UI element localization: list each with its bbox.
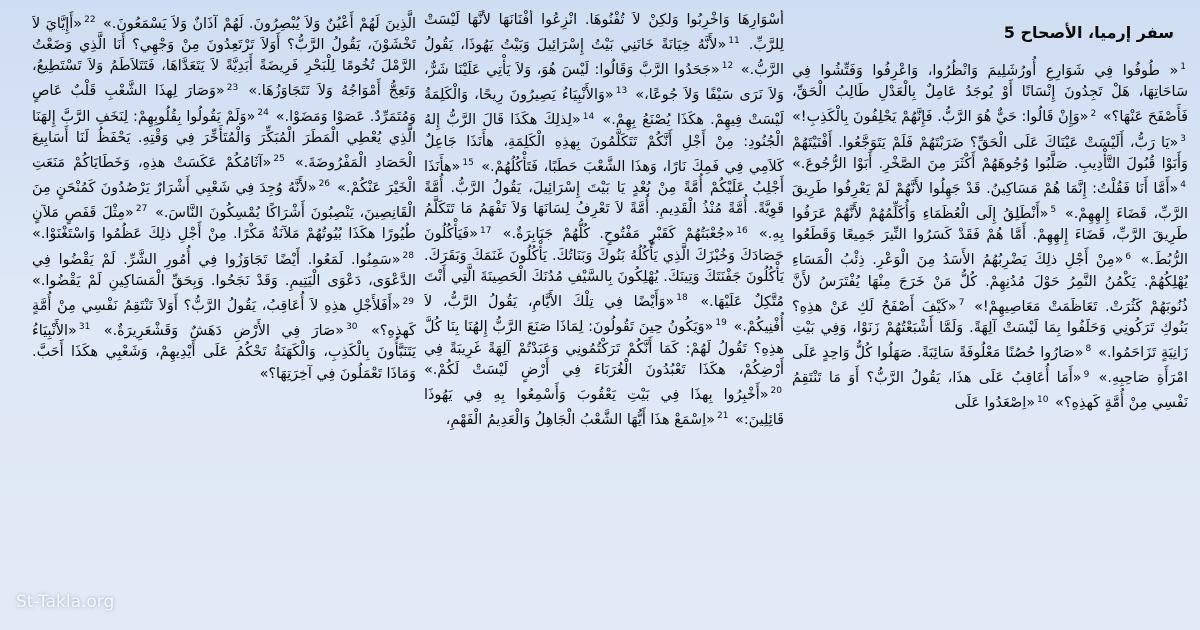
verse-text: « طُوفُوا فِي شَوَارِعِ أُورُشَلِيمَ وَانْظُرُوا، وَاعْرِفُوا وَفَتِّشُوا فِي سَاحَاتِهَا، هَلْ تَجِدُونَ إِنْسَانًا أَوْ يُوجَدُ عَامِلٌ بِالْعَدْلِ طَالِبُ الْحَقِّ، فَأَصْفَحَ عَنْهَا؟» [792,63,1188,126]
verse-number: 18 [676,293,688,304]
verse [792,109,1098,125]
verse-number: 28 [402,250,414,261]
verse-number: 12 [721,61,734,72]
verse-list-left [32,10,416,385]
verse-number: 29 [402,297,414,308]
verse-number: 8 [1085,344,1092,355]
verse-text: «وَلَمْ يَقُولُوا بِقُلُوبِهِمْ: لِنَخَفِ الرَّبَّ إِلهَنَا الَّذِي يُعْطِي الْمَطَرَ الْمُبَكِّرَ وَالْمُتَأَخِّرَ فِي وَقْتِهِ. يَحْفَظُ لَنَا أَسَابِيعَ الْحَصَادِ الْمَفْرُوضَةَ.» [32,108,416,171]
verse-number: 17 [480,225,492,236]
site-watermark: St-Takla.org [16,592,115,612]
verse-text: «لِذلِكَ هكَذَا قَالَ الرَّبُّ إِلهُ الْجُنُودِ: مِنْ أَجْلِ أَنَّكُمْ تَتَكَلَّمُونَ بِهذِهِ الْكَلِمَةِ، هأَنَذَا جَاعِلٌ كَلاَمِي فِي فَمِكَ نَارًا، وَهذَا الشَّعْبَ حَطَبًا، فَتَأْكُلُهُمْ.» [424,112,784,175]
verse [103,16,416,32]
verse-text: «وَالأَنْبِيَاءُ يَصِيرُونَ رِيحًا، وَالْكَلِمَةُ لَيْسَتْ فِيهِمْ. هكَذَا يُصْنَعُ بِهِمْ.» [424,87,784,129]
verse-number: 10 [1037,394,1049,405]
column-right [792,22,1188,582]
verse-text: «اِصْعَدُوا عَلَى [954,395,1036,412]
verse-number: 22 [84,15,96,25]
verse-number: 9 [1083,369,1090,380]
verse-number: 13 [615,86,628,97]
verse-number: 21 [716,411,729,422]
verse-number: 3 [1180,133,1186,144]
verse-text: «أَفَلأَجْلِ هذِهِ لاَ أُعَاقِبُ، يَقُولُ الرَّبُّ؟ أَوَلاَ تَنْتَقِمُ نَفْسِي مِنْ أُمَّةٍ كَهذِهِ؟» [32,297,416,340]
verse [446,412,731,428]
column-left [32,10,416,490]
verse-number: 23 [226,82,239,93]
verse-number: 5 [1050,205,1057,216]
verse-number: 30 [346,322,358,333]
verse-text: «مِثْلَ قَفَصٍ مَلآنٍ طُيُورًا هكَذَا بُيُوتُهُمْ مَلآنَةٌ مَكْرًا. مِنْ أَجْلِ ذلِكَ عَظُمُوا وَاسْتَغْنَوْا.» [32,205,416,243]
page-title: سفر إرميا، الأصحاح 5 [1003,23,1174,42]
verse-text: «أَمَّا أَنَا فَقُلْتُ: إِنَّمَا هُمْ مَسَاكِينُ. قَدْ جَهِلُوا لأَنَّهُمْ لَمْ يَعْرِفُوا طَرِيقَ الرَّبِّ، قَضَاءَ إِلهِهِمْ.» [792,180,1188,223]
verse-text: «أَخْبِرُوا بِهذَا فِي بَيْتِ يَعْقُوبَ وَأَسْمِعُوا بِهِ فِي يَهُوذَا قَائِلِينَ:» [424,386,784,429]
verse-text: «أَنْطَلِقُ إِلَى الْعُظَمَاءِ وَأُكَلِّمُهُمْ لأَنَّهُمْ عَرَفُوا طَرِيقَ الرَّبِّ، قَضَاءَ إِلهِهِمْ. أَمَّا هُمْ فَقَدْ كَسَرُوا النِّيرَ جَمِيعًا وَقَطَعُوا الرُّبُطَ.» [792,206,1188,269]
verse-number: 11 [728,36,740,47]
verse-number: 7 [958,298,965,309]
verse-number: 6 [1125,251,1132,262]
verse-text: «صَارُوا حُصُنًا مَعْلُوفَةً سَائِبَةً. صَهَلُوا كُلُّ وَاحِدٍ عَلَى امْرَأَةِ صَاحِبِهِ.» [792,345,1188,387]
verse-list-middle [424,10,784,431]
verse-text: «وَصَارَ لِهذَا الشَّعْبِ قَلْبٌ عَاصٍ وَمُتَمَرِّدٌ. عَصَوْا وَمَضَوْا.» [32,83,416,125]
verse-text: «وَأَيْضًا فِي تِلْكَ الأَيَّامِ، يَقُولُ الرَّبُّ، لاَ أُفْنِيكُمْ.» [424,294,784,336]
verse-number: 24 [257,107,269,118]
verse-text: «سَمِنُوا. لَمَعُوا. أَيْضًا تَجَاوَزُوا فِي أُمُورِ الشَّرِّ. لَمْ يَقْضُوا فِي الدَّعْوَى، دَعْوَى الْيَتِيمِ. وَقَدْ نَجَحُوا. وَبِحَقِّ الْمَسَاكِينِ لَمْ يَقْضُوا.» [32,251,416,289]
verse-text: الَّذِينَ لَهُمْ أَعْيُنٌ وَلاَ يُبْصِرُونَ. لَهُمْ آذَانٌ وَلاَ يَسْمَعُونَ.» [102,15,416,32]
verse-text: «كَيْفَ أَصْفَحُ لَكِ عَنْ هذِهِ؟ بَنُوكِ تَرَكُونِي وَحَلَفُوا بِمَا لَيْسَتْ آلِهَةً. وَلَمَّا أَشْبَعْتُهُمْ زَنَوْا، وَفِي بَيْتِ زَانِيَةٍ تَزَاحَمُوا.» [792,298,1188,362]
verse [955,395,1051,411]
verse-text: «فَيَأْكُلُونَ حَصَادَكَ وَخُبْزَكَ الَّذِي يَأْكُلُهُ بَنُوكَ وَبَنَاتُكَ. يَأْكُلُونَ غَنَمَكَ وَبَقَرَكَ. يَأْكُلُونَ جَفْنَتَكَ وَتِينَكَ. يُهْلِكُونَ بِالسَّيْفِ مُدُنَكَ الْحَصِينَةَ الَّتِي أَنْتَ مُتَّكِلٌ عَلَيْهَا.» [424,226,784,311]
verse-number: 20 [770,386,782,397]
verse-text: «وَيَكُونُ حِينَ تَقُولُونَ: لِمَاذَا صَنَعَ الرَّبُّ إِلهُنَا بِنَا كُلَّ هذِهِ؟ تَقُولُ لَهُمْ: كَمَا أَنَّكُمْ تَرَكْتُمُونِي وَعَبَدْتُمْ آلِهَةً غَرِيبَةً فِي أَرْضِكُمْ، هكَذَا تَعْبُدُونَ الْغُرَبَاءَ فِي أَرْضٍ لَيْسَتْ لَكُمْ.» [424,319,784,378]
verse-text: «مِنْ أَجْلِ ذلِكَ يَضْرِبُهُمُ الأَسَدُ مِنَ الْوَعْرِ. ذِئْبُ الْمَسَاءِ يُهْلِكُهُمْ. يَكْمُنُ النَّمِرُ حَوْلَ مُدُنِهِمْ. كُلُّ مَنْ خَرَجَ مِنْهَا يُفْتَرَسُ لأَنَّ ذُنُوبَهُمْ كَثُرَتْ. تَعَاظَمَتْ مَعَاصِيهِمْ!» [792,252,1188,315]
verse-text: «آثَامُكُمْ عَكَسَتْ هذِهِ، وَخَطَايَاكُمْ مَنَعَتِ الْخَيْرَ عَنْكُمْ.» [32,154,416,197]
verse-number: 16 [736,225,748,236]
verse-text: أَسْوَارِهَا وَاخْرِبُوا وَلكِنْ لاَ تُفْنُوهَا. انْزِعُوا أَفْنَانَهَا لأَنَّهَا لَيْسَتْ لِلرَّبِّ. [424,12,784,54]
verse-number: 25 [273,154,285,165]
verse-text: «صَارَ فِي الأَرْضِ دَهَشٌ وَقَشْعَرِيرَةٌ.» [103,323,345,340]
verse-number: 14 [582,111,595,122]
verse-number: 26 [318,179,331,190]
verse [32,252,416,289]
verse-text: «يَا رَبُّ، أَلَيْسَتْ عَيْنَاكَ عَلَى الْحَقِّ؟ ضَرَبْتَهُمْ فَلَمْ يَتَوَجَّعُوا. أَفْنَيْتَهُمْ وَأَبَوْا قُبُولَ التَّأْدِيبِ. صَلَّبُوا وُجُوهَهُمْ أَكْثَرَ مِنَ الصَّخْرِ. أَبَوْا الرُّجُوعَ.» [792,134,1188,172]
verse [424,319,784,378]
verse-number: 4 [1180,180,1186,191]
verse-number: 27 [135,204,148,215]
verse-text: «أَمَا أُعَاقِبُ عَلَى هذَا، يَقُولُ الرَّبُّ؟ أَوَ مَا تَنْتَقِمُ نَفْسِي مِنْ أُمَّةٍ كَهذِهِ؟» [792,370,1188,412]
verse-number: 19 [715,318,727,329]
verse-number: 15 [462,157,474,168]
verse [792,135,1188,172]
verse-text: «وَإِنْ قَالُوا: حَيٌّ هُوَ الرَّبُّ. فَإِنَّهُمْ يَحْلِفُونَ بِالْكَذِبِ!» [792,109,1089,126]
verse [104,323,360,339]
verse-text: «جُعْبَتُهُمْ كَقَبْرٍ مَفْتُوحٍ. كُلُّهُمْ جَبَابِرَةٌ.» [502,226,735,243]
verse-text: «اِسْمَعْ هذَا أَيُّهَا الشَّعْبُ الْجَاهِلُ وَالْعَدِيمُ الْفَهْمِ، [445,412,715,429]
verse-list-right [792,57,1188,414]
verse-number: 31 [78,322,91,333]
verse-text: «جَحَدُوا الرَّبَّ وَقَالُوا: لَيْسَ هُوَ، وَلاَ يَأْتِي عَلَيْنَا شَرٌّ، وَلاَ نَرَى سَيْفًا وَلاَ جُوعًا،» [424,62,784,104]
verse-text: «لأَنَّهُ خِيَانَةً خَانَنِي بَيْتُ إِسْرَائِيلَ وَبَيْتُ يَهُوذَا، يَقُولُ الرَّبُّ.» [424,37,784,79]
verse-text: «هأَنَذَا أَجْلِبُ عَلَيْكُمْ أُمَّةً مِنْ بُعْدٍ يَا بَيْتَ إِسْرَائِيلَ، يَقُولُ الرَّبُّ. أُمَّةً قَوِيَّةً. أُمَّةً مُنْذُ الْقَدِيمِ. أُمَّةً لاَ تَعْرِفُ لِسَانَهَا وَلاَ تَفْهَمُ مَا تَتَكَلَّمُ بِهِ.» [424,158,784,243]
column-middle [424,10,784,590]
verse-text: «أَإِيَّايَ لاَ تَخْشَوْنَ، يَقُولُ الرَّبُّ؟ أَوَلاَ تَرْتَعِدُونَ مِنْ وَجْهِي؟ أَنَا الَّذِي وَضَعْتُ الرَّمْلَ تُخُومًا لِلْبَحْرِ فَرِيضَةً أَبَدِيَّةً لاَ يَتَعَدَّاهَا، فَتَتَلاَطَمُ وَلاَ تَسْتَطِيعُ، وَتَعِجُّ أَمْوَاجُهُ وَلاَ تَتَجَاوَزُهَا.» [32,15,416,100]
verse-text: «الأَنْبِيَاءُ يَتَنَبَّأُونَ بِالْكَذِبِ، وَالْكَهَنَةُ تَحْكُمُ عَلَى أَيْدِيهِمْ، وَشَعْبِي هكَذَا أَحَبَّ. وَمَاذَا تَعْمَلُونَ فِي آخِرَتِهَا؟» [32,323,416,382]
verse-number: 2 [1090,108,1097,119]
verse [503,226,750,242]
verse-text: «لأَنَّهُ وُجِدَ فِي شَعْبِي أَشْرَارٌ يَرْصُدُونَ كَمُنْحَنٍ مِنَ الْقَانِصِينَ، يَنْصِبُونَ أَشْرَاكًا يُمْسِكُونَ النَّاسَ.» [32,180,416,222]
verse-number: 1 [1180,62,1186,73]
